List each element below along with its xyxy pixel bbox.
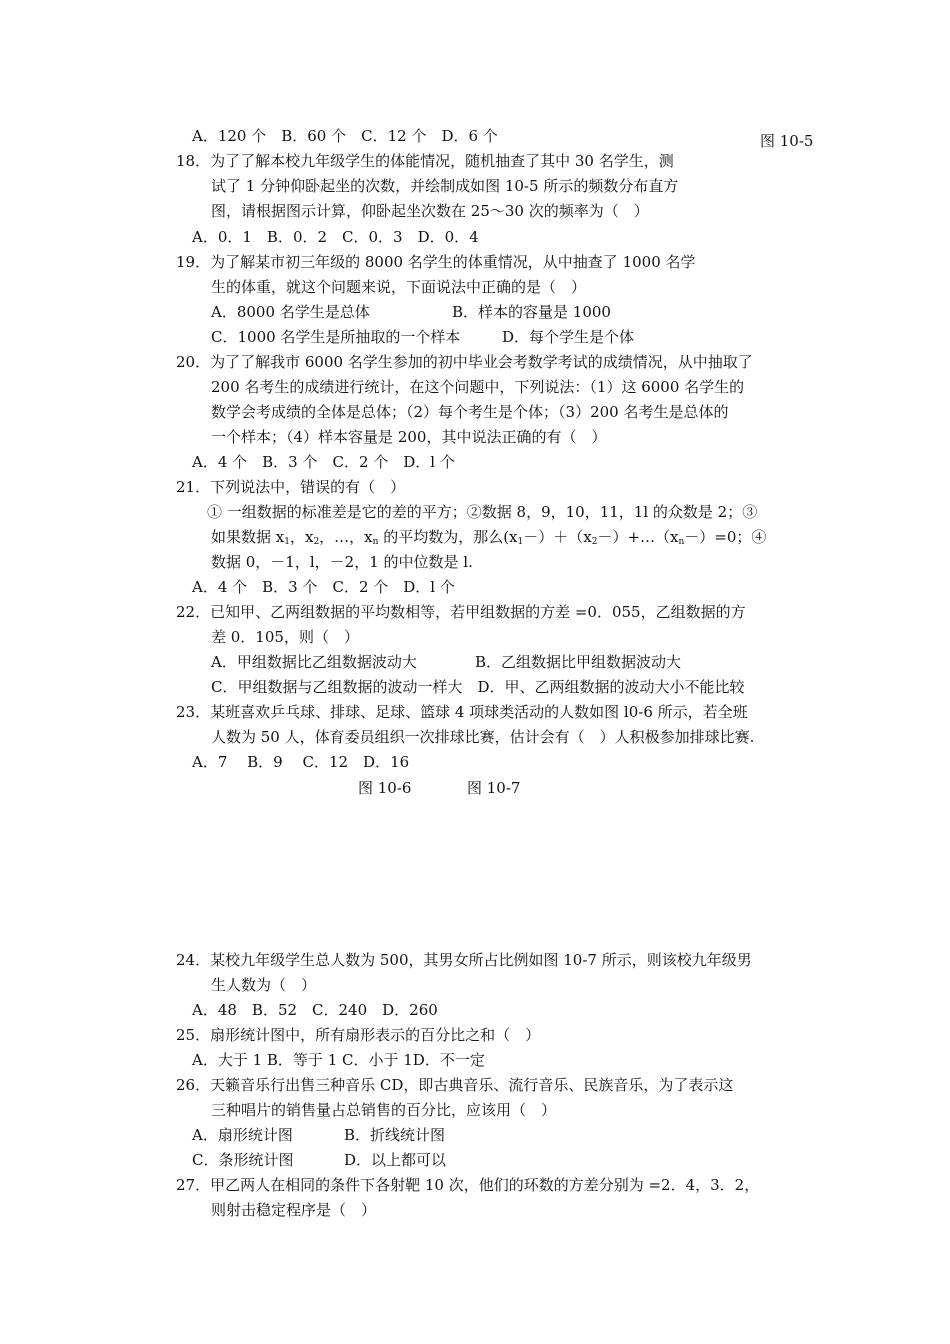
text-line: A．大于 1 B．等于 1 C．小于 1D．不一定 [192,1051,485,1069]
text-line: 生的体重，就这个问题来说，下面说法中正确的是（ ） [211,278,587,296]
text-line: A．4 个 B．3 个 C．2 个 D．l 个 [192,453,455,471]
text-line: 20．为了了解我市 6000 名学生参加的初中毕业会考数学考试的成绩情况，从中抽取了 [176,353,753,371]
text-line: 25．扇形统计图中，所有扇形表示的百分比之和（ ） [176,1026,541,1044]
text-line: 19．为了解某市初三年级的 8000 名学生的体重情况，从中抽查了 1000 名学 [176,253,696,271]
text-line: 200 名考生的成绩进行统计，在这个问题中，下列说法：（1）这 6000 名学生的 [211,378,745,396]
text-line: 23．某班喜欢乒乓球、排球、足球、篮球 4 项球类活动的人数如图 l0-6 所示，若全班 [176,703,748,721]
figure-label-10-7: 图 10-7 [467,779,521,797]
text-line: 生人数为（ ） [211,976,317,994]
text-line: A．扇形统计图 [192,1126,293,1144]
text-line: 则射击稳定程序是（ ） [211,1201,377,1219]
text-line: 试了 1 分钟仰卧起坐的次数，并绘制成如图 10-5 所示的频数分布直方 [211,177,679,195]
text-line: B．折线统计图 [344,1126,446,1144]
figure-label-10-6: 图 10-6 [358,779,412,797]
text-line: A．120 个 B．60 个 C．12 个 D．6 个 [192,127,498,145]
text-line: C．条形统计图 [192,1151,294,1169]
text-line: D．以上都可以 [344,1151,447,1169]
text-line: 18．为了了解本校九年级学生的体能情况，随机抽查了其中 30 名学生，测 [176,152,674,170]
text-line: 人数为 50 人，体育委员组织一次排球比赛，估计会有（ ）人积极参加排球比赛. [211,728,755,746]
text-line: 22．已知甲、乙两组数据的平均数相等，若甲组数据的方差 =0．055，乙组数据的方 [176,603,746,621]
text-line: 21．下列说法中，错误的有（ ） [176,478,406,496]
text-line: A．4 个 B．3 个 C．2 个 D．l 个 [192,578,455,596]
text-line: B．样本的容量是 1000 [452,303,611,321]
text-line: 三种唱片的销售量占总销售的百分比，应该用（ ） [211,1101,557,1119]
text-line: A．8000 名学生是总体 [211,303,370,321]
text-line: A．甲组数据比乙组数据波动大 [211,653,417,671]
text-line: B．乙组数据比甲组数据波动大 [475,653,682,671]
text-line: 一个样本；（4）样本容量是 200，其中说法正确的有（ ） [211,428,607,446]
text-line: C．1000 名学生是所抽取的一个样本 [211,328,461,346]
q21-formula-line: 如果数据 $x_1$，$x_2$，…，$x_n$ 的平均数为，那么$(x_1-)+(x_2-)+\dots(x_n-)=0$；④ [211,528,767,547]
text-line: 26．天籁音乐行出售三种音乐 CD，即古典音乐、流行音乐、民族音乐，为了表示这 [176,1076,734,1094]
text-line: 27．甲乙两人在相同的条件下各射靶 10 次，他们的环数的方差分别为 =2．4，3．2， [176,1176,760,1194]
text-line: D．每个学生是个体 [502,328,635,346]
text-line: 图，请根据图示计算，仰卧起坐次数在 25～30 次的频率为（ ） [211,202,649,220]
text-line: A．7 B．9 C．12 D．16 [192,753,410,771]
text-line: ① 一组数据的标准差是它的差的平方；②数据 8，9，10，11，1l 的众数是 2；③ [207,503,758,521]
text-line: 差 0．105，则（ ） [211,628,359,646]
text-line: 数据 0，－1，l，－2，1 的中位数是 l. [211,553,473,571]
figure-label-10-5: 图 10-5 [760,132,814,150]
text-line: A．48 B．52 C．240 D．260 [192,1001,438,1019]
text-line: C．甲组数据与乙组数据的波动一样大 D．甲、乙两组数据的波动大小不能比较 [211,678,745,696]
text-line: 24．某校九年级学生总人数为 500，其男女所占比例如图 10-7 所示，则该校九年级男 [176,951,752,969]
text-line: A．0．1 B．0．2 C．0．3 D．0．4 [192,228,479,246]
text-line: 数学会考成绩的全体是总体；（2）每个考生是个体；（3）200 名考生是总体的 [211,403,729,421]
